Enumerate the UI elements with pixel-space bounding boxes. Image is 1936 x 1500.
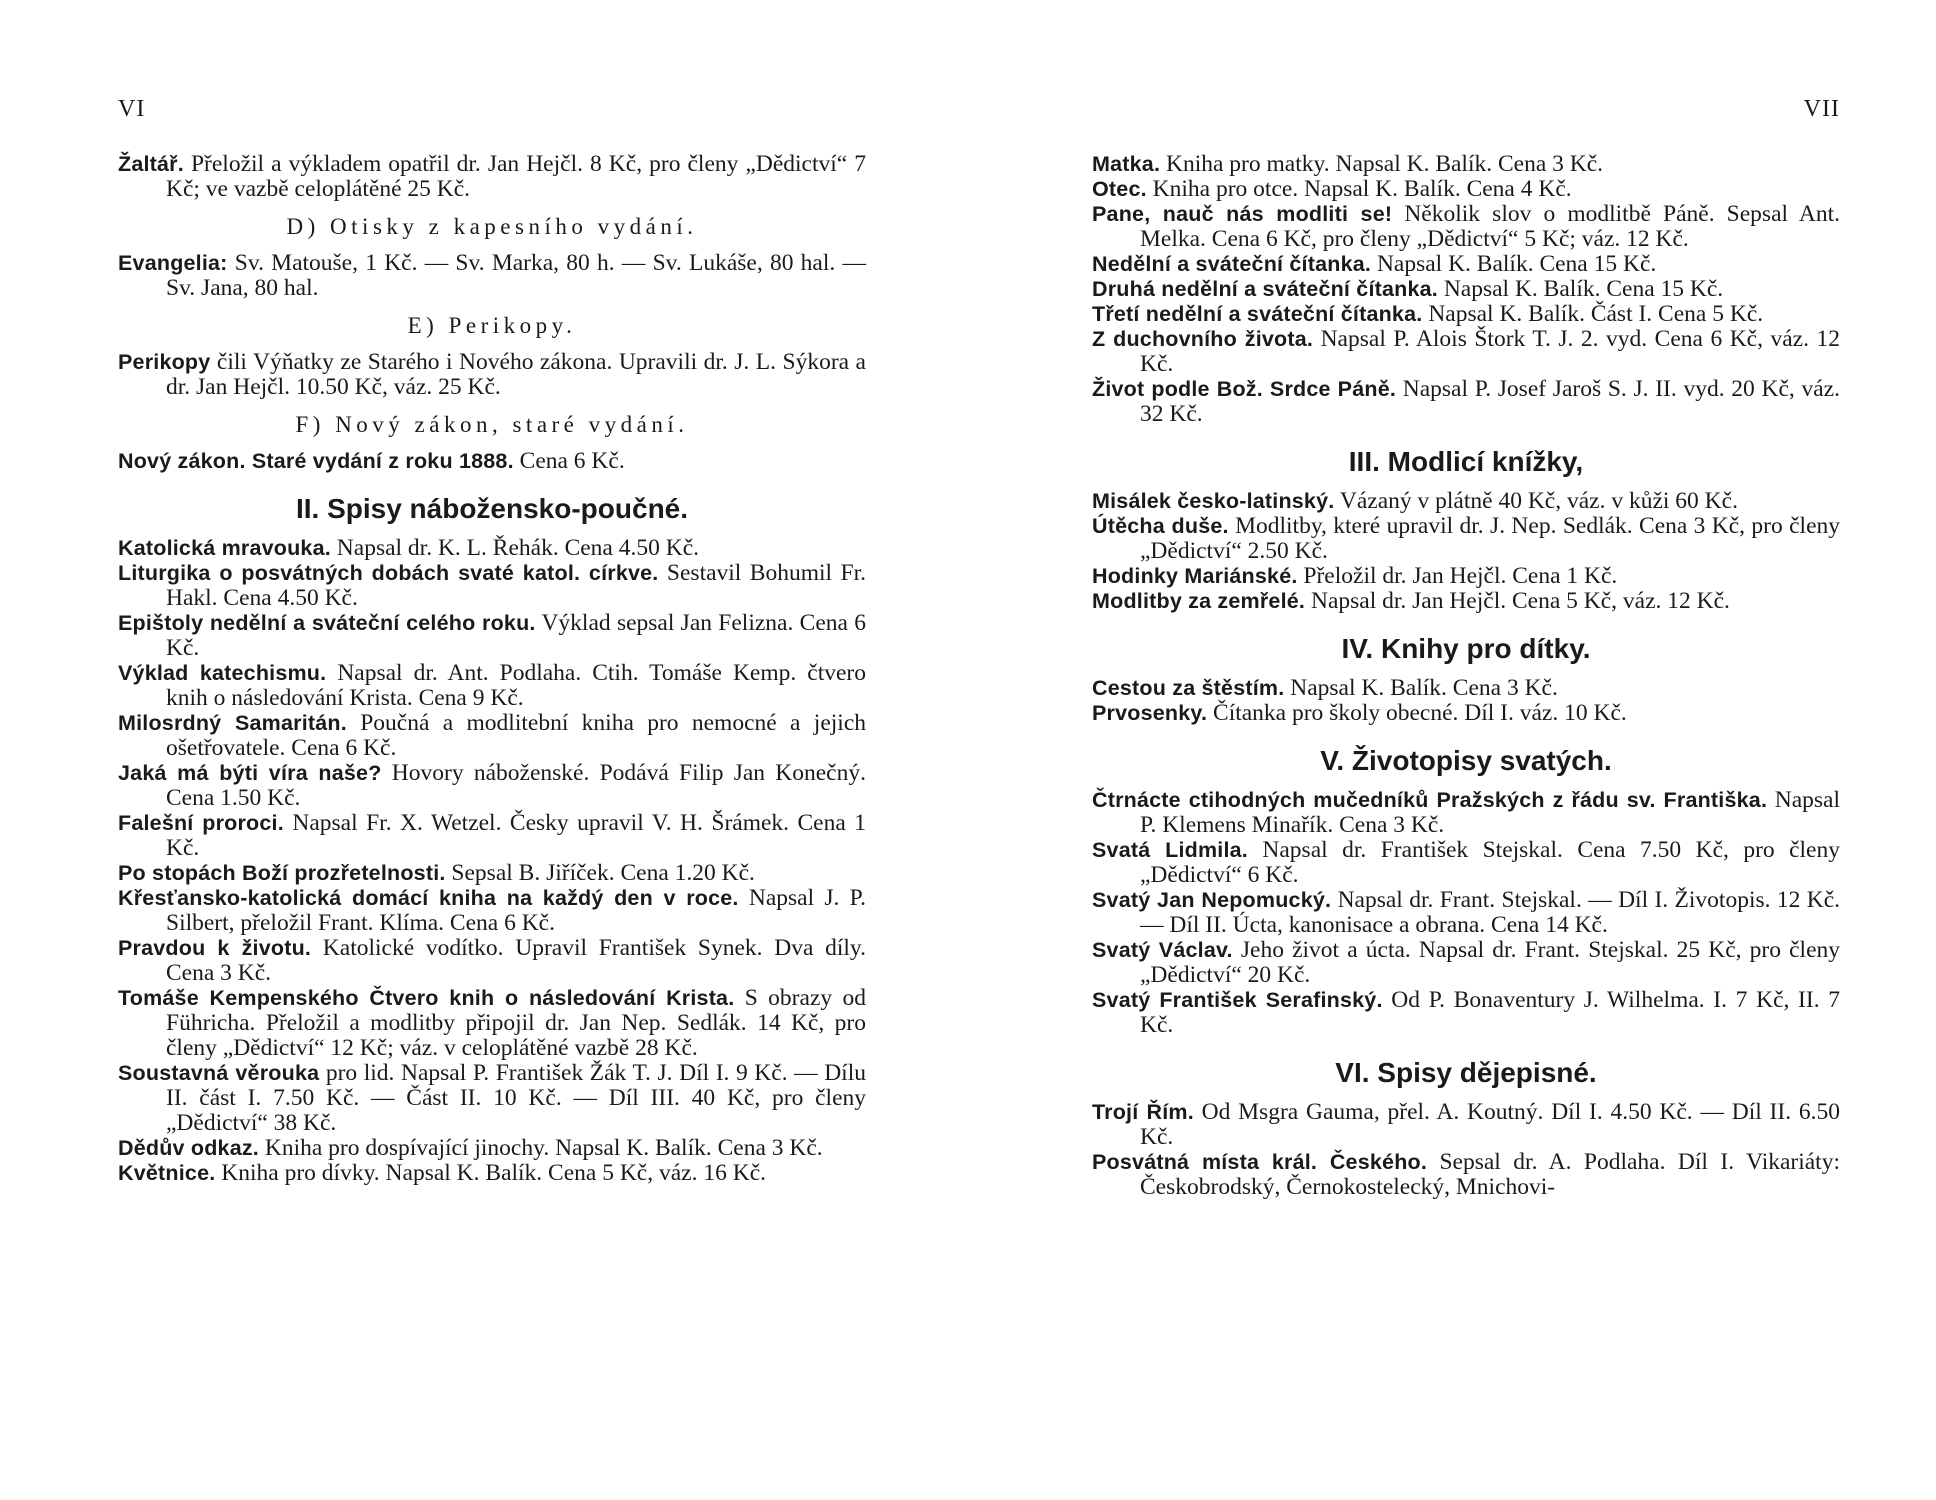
catalog-entry [1092, 152, 1840, 177]
catalog-entry [118, 661, 866, 711]
catalog-entry [1092, 564, 1840, 589]
entry-description: Napsal P. Alois Štork T. J. 2. vyd. Cena 6 Kč, váz. 12 Kč. [1140, 326, 1840, 377]
entry-title: Křesťansko-katolická domácí kniha na každý den v roce. [118, 886, 739, 910]
catalog-entry [1092, 888, 1840, 938]
catalog-entry [1092, 177, 1840, 202]
entry-title: Posvátná místa král. Českého. [1092, 1150, 1428, 1174]
entry-title: Žaltář. [118, 152, 184, 176]
entry-description: Poučná a modlitební kniha pro nemocné a jejich ošetřovatele. Cena 6 Kč. [166, 710, 866, 761]
entry-description: Několik slov o modlitbě Páně. Sepsal Ant. Melka. Cena 6 Kč, pro členy „Dědictví“ 5 Kč; váz. 12 Kč. [1140, 201, 1840, 252]
catalog-entry [1092, 788, 1840, 838]
entry-title: Perikopy [118, 350, 211, 374]
catalog-entry [118, 761, 866, 811]
entry-title: Misálek česko-latinský. [1092, 489, 1335, 513]
catalog-entry [118, 986, 866, 1061]
entry-description: Kniha pro matky. Napsal K. Balík. Cena 3 Kč. [1160, 151, 1604, 177]
catalog-entry [118, 251, 866, 301]
entry-description: Napsal K. Balík. Cena 15 Kč. [1371, 251, 1657, 277]
entry-title: Liturgika o posvátných dobách svaté katol. církve. [118, 561, 659, 585]
entry-title: Pravdou k životu. [118, 936, 312, 960]
entry-title: Květnice. [118, 1161, 216, 1185]
entry-description: Jeho život a úcta. Napsal dr. Frant. Stejskal. 25 Kč, pro členy „Dědictví“ 20 Kč. [1140, 937, 1841, 988]
entry-description: Sv. Matouše, 1 Kč. — Sv. Marka, 80 h. — Sv. Lukáše, 80 hal. — Sv. Jana, 80 hal. [166, 250, 866, 301]
entry-description: Kniha pro dívky. Napsal K. Balík. Cena 5 Kč, váz. 16 Kč. [215, 1160, 767, 1186]
entry-description: Od Msgra Gauma, přel. A. Koutný. Díl I. 4.50 Kč. — Díl II. 6.50 Kč. [1140, 1099, 1840, 1150]
entry-title: Evangelia: [118, 251, 228, 275]
entry-description: Modlitby, které upravil dr. J. Nep. Sedlák. Cena 3 Kč, pro členy „Dědictví“ 2.50 Kč. [1140, 513, 1840, 564]
catalog-entry [1092, 514, 1840, 564]
catalog-entry [1092, 327, 1840, 377]
page-content [118, 152, 866, 1186]
entry-description: Výklad sepsal Jan Felizna. Cena 6 Kč. [166, 610, 866, 661]
catalog-entry [1092, 302, 1840, 327]
entry-description: Napsal K. Balík. Cena 15 Kč. [1437, 276, 1724, 302]
entry-description: Napsal K. Balík. Cena 3 Kč. [1284, 675, 1558, 701]
catalog-entry [1092, 988, 1840, 1038]
catalog-entry [118, 1061, 866, 1136]
entry-description: Od P. Bonaventury J. Wilhelma. I. 7 Kč, II. 7 Kč. [1140, 987, 1840, 1038]
catalog-entry [118, 152, 866, 202]
catalog-entry [1092, 1100, 1840, 1150]
catalog-entry [118, 350, 866, 400]
entry-title: Trojí Řím. [1092, 1100, 1194, 1124]
entry-title: Druhá nedělní a sváteční čítanka. [1092, 277, 1438, 301]
entry-description: pro lid. Napsal P. František Žák T. J. Díl I. 9 Kč. — Dílu II. část I. 7.50 Kč. — Část II. 10 Kč. — Díl III. 40 Kč, pro členy „Dědictví“ 38 Kč. [166, 1060, 866, 1136]
catalog-entry [118, 1161, 866, 1186]
entry-description: Čítanka pro školy obecné. Díl I. váz. 10 Kč. [1207, 700, 1627, 726]
entry-description: Napsal Fr. X. Wetzel. Česky upravil V. H. Šrámek. Cena 1 Kč. [166, 810, 867, 861]
entry-title: Po stopách Boží prozřetelnosti. [118, 861, 446, 885]
catalog-entry [118, 861, 866, 886]
entry-description: Kniha pro otce. Napsal K. Balík. Cena 4 Kč. [1146, 176, 1572, 202]
page-number: VII [1803, 96, 1840, 122]
entry-description: Napsal K. Balík. Část I. Cena 5 Kč. [1422, 301, 1764, 327]
catalog-entry [118, 561, 866, 611]
entry-description: Napsal dr. Frant. Stejskal. — Díl I. Životopis. 12 Kč. — Díl II. Úcta, kanonisace a obrana. Cena 14 Kč. [1140, 887, 1840, 938]
entry-title: Svatý Jan Nepomucký. [1092, 888, 1332, 912]
entry-title: Cestou za štěstím. [1092, 676, 1285, 700]
entry-title: Pane, nauč nás modliti se! [1092, 202, 1393, 226]
page-number: VI [118, 96, 146, 122]
subsection-heading: E) Perikopy. [407, 313, 577, 338]
entry-title: Nový zákon. Staré vydání z roku 1888. [118, 449, 514, 473]
entry-title: Hodinky Mariánské. [1092, 564, 1298, 588]
entry-description: Přeložil a výkladem opatřil dr. Jan Hejčl. 8 Kč, pro členy „Dědictví“ 7 Kč; ve vazbě celoplátěné 25 Kč. [166, 151, 866, 202]
section-heading: IV. Knihy pro dítky. [1341, 633, 1591, 664]
entry-description: Sepsal B. Jiříček. Cena 1.20 Kč. [445, 860, 755, 886]
entry-description: čili Výňatky ze Starého i Nového zákona. Upravili dr. J. L. Sýkora a dr. Jan Hejčl. 10.50 Kč, váz. 25 Kč. [166, 349, 866, 400]
entry-description: Napsal dr. Ant. Podlaha. Ctih. Tomáše Kemp. čtvero knih o následování Krista. Cena 9 Kč. [166, 660, 866, 711]
catalog-entry [118, 886, 866, 936]
catalog-entry [1092, 676, 1840, 701]
entry-title: Nedělní a sváteční čítanka. [1092, 252, 1372, 276]
entry-description: Napsal dr. Jan Hejčl. Cena 5 Kč, váz. 12 Kč. [1305, 588, 1730, 614]
page-content [1092, 152, 1840, 1200]
entry-description: Vázaný v plátně 40 Kč, váz. v kůži 60 Kč. [1334, 488, 1738, 514]
entry-title: Modlitby za zemřelé. [1092, 589, 1306, 613]
entry-title: Svatý Václav. [1092, 938, 1233, 962]
entry-description: Napsal P. Klemens Minařík. Cena 3 Kč. [1140, 787, 1840, 838]
catalog-entry [118, 811, 866, 861]
subsection-heading: F) Nový zákon, staré vydání. [295, 412, 689, 437]
entry-title: Soustavná věrouka [118, 1061, 320, 1085]
entry-title: Jaká má býti víra naše? [118, 761, 382, 785]
entry-description: Katolické vodítko. Upravil František Synek. Dva díly. Cena 3 Kč. [166, 935, 866, 986]
subsection-heading: D) Otisky z kapesního vydání. [286, 214, 698, 239]
catalog-entry [1092, 838, 1840, 888]
entry-title: Z duchovního života. [1092, 327, 1314, 351]
entry-description: Sestavil Bohumil Fr. Hakl. Cena 4.50 Kč. [166, 560, 866, 611]
catalog-entry [1092, 489, 1840, 514]
section-heading: V. Životopisy svatých. [1320, 745, 1612, 776]
entry-title: Otec. [1092, 177, 1147, 201]
entry-title: Falešní proroci. [118, 811, 284, 835]
catalog-entry [1092, 277, 1840, 302]
entry-description: Sepsal dr. A. Podlaha. Díl I. Vikariáty: Českobrodský, Černokostelecký, Mnichovi- [1140, 1149, 1840, 1200]
entry-title: Svatá Lidmila. [1092, 838, 1248, 862]
entry-title: Tomáše Kempenského Čtvero knih o následování Krista. [118, 986, 735, 1010]
entry-title: Život podle Bož. Srdce Páně. [1092, 377, 1397, 401]
entry-title: Třetí nedělní a sváteční čítanka. [1092, 302, 1423, 326]
catalog-entry [118, 449, 866, 474]
entry-title: Útěcha duše. [1092, 514, 1229, 538]
catalog-entry [118, 536, 866, 561]
entry-description: Napsal dr. František Stejskal. Cena 7.50 Kč, pro členy „Dědictví“ 6 Kč. [1140, 837, 1840, 888]
catalog-entry [1092, 252, 1840, 277]
entry-title: Epištoly nedělní a sváteční celého roku. [118, 611, 536, 635]
entry-description: Kniha pro dospívající jinochy. Napsal K. Balík. Cena 3 Kč. [259, 1135, 823, 1161]
entry-description: Napsal dr. K. L. Řehák. Cena 4.50 Kč. [330, 535, 700, 561]
entry-description: Cena 6 Kč. [513, 448, 625, 474]
catalog-entry [1092, 202, 1840, 252]
catalog-entry [1092, 377, 1840, 427]
catalog-entry [118, 711, 866, 761]
section-heading: VI. Spisy dějepisné. [1335, 1057, 1597, 1088]
catalog-entry [118, 1136, 866, 1161]
entry-description: Hovory náboženské. Podává Filip Jan Konečný. Cena 1.50 Kč. [166, 760, 866, 811]
entry-title: Výklad katechismu. [118, 661, 327, 685]
entry-title: Svatý František Serafinský. [1092, 988, 1383, 1012]
left-page [118, 0, 866, 1500]
entry-description: S obrazy od Führicha. Přeložil a modlitby připojil dr. Jan Nep. Sedlák. 14 Kč, pro členy „Dědictví“ 12 Kč; váz. v celoplátěné vazbě 28 Kč. [166, 985, 866, 1061]
entry-title: Milosrdný Samaritán. [118, 711, 347, 735]
right-page [1092, 0, 1840, 1500]
entry-title: Čtrnácte ctihodných mučedníků Pražských z řádu sv. Františka. [1092, 788, 1768, 812]
entry-title: Matka. [1092, 152, 1161, 176]
catalog-entry [1092, 589, 1840, 614]
catalog-entry [118, 936, 866, 986]
catalog-entry [1092, 701, 1840, 726]
section-heading: III. Modlicí knížky, [1348, 446, 1584, 477]
catalog-entry [118, 611, 866, 661]
catalog-entry [1092, 1150, 1840, 1200]
entry-description: Napsal P. Josef Jaroš S. J. II. vyd. 20 Kč, váz. 32 Kč. [1140, 376, 1840, 427]
entry-title: Katolická mravouka. [118, 536, 331, 560]
entry-description: Přeložil dr. Jan Hejčl. Cena 1 Kč. [1297, 563, 1618, 589]
catalog-entry [1092, 938, 1840, 988]
entry-title: Prvosenky. [1092, 701, 1208, 725]
section-heading: II. Spisy nábožensko-poučné. [295, 493, 689, 524]
entry-title: Dědův odkaz. [118, 1136, 259, 1160]
entry-description: Napsal J. P. Silbert, přeložil Frant. Klíma. Cena 6 Kč. [166, 885, 866, 936]
